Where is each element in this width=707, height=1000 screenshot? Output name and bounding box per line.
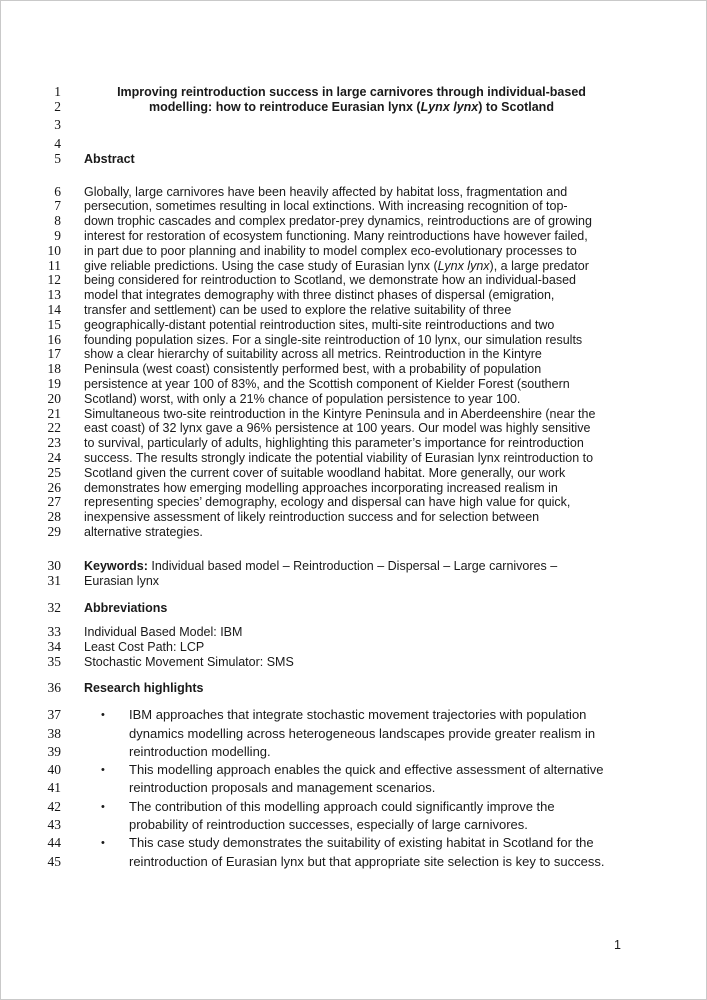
manuscript-line xyxy=(1,303,706,318)
line-text xyxy=(84,362,619,377)
text-segment: alternative strategies. xyxy=(84,524,203,539)
manuscript-line xyxy=(1,853,706,871)
line-text xyxy=(84,85,619,100)
line-text xyxy=(84,273,619,288)
manuscript-line xyxy=(1,115,706,134)
text-segment: ), a large predator xyxy=(489,258,589,273)
manuscript-line xyxy=(1,640,706,655)
line-text xyxy=(84,834,619,852)
manuscript-line xyxy=(1,816,706,834)
line-text xyxy=(84,303,619,318)
manuscript-line xyxy=(1,333,706,348)
line-number: 2 xyxy=(54,98,61,114)
line-number: 36 xyxy=(47,680,61,696)
line-number: 8 xyxy=(54,213,61,229)
line-text xyxy=(84,115,619,130)
manuscript-line xyxy=(1,214,706,229)
line-text xyxy=(84,407,619,422)
text-segment: Stochastic Movement Simulator: SMS xyxy=(84,654,294,669)
line-text xyxy=(84,288,619,303)
text-segment: success. The results strongly indicate the potential viability of Eurasian lynx reintroduction to xyxy=(84,450,594,465)
line-text xyxy=(84,655,619,670)
line-text xyxy=(84,347,619,362)
text-segment: The contribution of this modelling approach could significantly improve the xyxy=(129,798,555,814)
line-text xyxy=(84,525,619,540)
line-number: 38 xyxy=(47,725,61,741)
line-text xyxy=(84,259,619,274)
line-number: 28 xyxy=(47,509,61,525)
text-segment: Individual based model – Reintroduction – Dispersal – Large carnivores – xyxy=(147,558,558,573)
text-segment: Globally, large carnivores have been heavily affected by habitat loss, fragmentation and xyxy=(84,184,568,199)
text-segment: ) to Scotland xyxy=(478,99,554,114)
manuscript-line xyxy=(1,655,706,670)
line-text xyxy=(84,640,619,655)
line-number: 15 xyxy=(47,316,61,332)
manuscript-line xyxy=(1,779,706,797)
line-number: 42 xyxy=(47,798,61,814)
line-number: 35 xyxy=(47,653,61,669)
bullet-icon: • xyxy=(101,837,105,850)
line-number: 18 xyxy=(47,361,61,377)
line-text xyxy=(84,333,619,348)
text-segment: Keywords: xyxy=(84,558,148,573)
line-text xyxy=(84,798,619,816)
line-number: 33 xyxy=(47,624,61,640)
text-segment: representing species’ demography, ecology and dispersal can have high value for quick, xyxy=(84,495,571,510)
page-number: 1 xyxy=(614,938,621,952)
text-segment: IBM approaches that integrate stochastic movement trajectories with population xyxy=(129,707,587,723)
manuscript-line xyxy=(1,625,706,640)
line-number: 1 xyxy=(54,84,61,99)
text-segment: down trophic cascades and complex predator-prey dynamics, reintroductions are of growing xyxy=(84,214,592,229)
line-text xyxy=(84,133,619,148)
line-text xyxy=(84,601,619,616)
line-number: 19 xyxy=(47,375,61,391)
manuscript-line xyxy=(1,706,706,724)
manuscript-line xyxy=(1,510,706,525)
line-text xyxy=(84,681,619,696)
line-number: 5 xyxy=(54,150,61,166)
manuscript-line xyxy=(1,152,706,167)
manuscript-line xyxy=(1,451,706,466)
text-segment: Abbreviations xyxy=(84,601,168,616)
text-segment: to survival, particularly of adults, highlighting this parameter’s importance for reintroduction xyxy=(84,436,584,451)
text-segment: demonstrates how emerging modelling approaches incorporating increased realism in xyxy=(84,480,558,495)
line-number: 14 xyxy=(47,301,61,317)
text-segment: Peninsula (west coast) consistently performed best, with a probability of population xyxy=(84,362,542,377)
text-segment: Scotland given the current cover of suitable woodland habitat. More generally, our work xyxy=(84,465,566,480)
line-text xyxy=(84,816,619,834)
line-text xyxy=(84,559,619,574)
line-text xyxy=(84,229,619,244)
manuscript-line xyxy=(1,601,706,616)
text-segment: reintroduction of Eurasian lynx but that appropriate site selection is key to success. xyxy=(129,853,605,869)
text-segment: modelling: how to reintroduce Eurasian lynx ( xyxy=(149,99,421,114)
text-segment: persistence at year 100 of 83%, and the Scottish component of Kielder Forest (southern xyxy=(84,376,570,391)
manuscript-line xyxy=(1,421,706,436)
manuscript-line xyxy=(1,318,706,333)
text-segment: reintroduction proposals and management scenarios. xyxy=(129,780,436,796)
line-text xyxy=(84,466,619,481)
text-segment: This modelling approach enables the quick and effective assessment of alternative xyxy=(129,762,604,778)
manuscript-line xyxy=(1,199,706,214)
line-text xyxy=(84,152,619,167)
manuscript-line xyxy=(1,407,706,422)
line-text xyxy=(84,706,619,724)
line-number: 25 xyxy=(47,464,61,480)
line-number: 37 xyxy=(47,707,61,723)
manuscript-line xyxy=(1,133,706,152)
manuscript-line xyxy=(1,761,706,779)
bullet-icon: • xyxy=(101,800,105,813)
line-text xyxy=(84,377,619,392)
text-segment: model that integrates demography with three distinct phases of dispersal (emigration, xyxy=(84,288,555,303)
line-number: 17 xyxy=(47,346,61,362)
line-number: 9 xyxy=(54,227,61,243)
line-text xyxy=(84,779,619,797)
line-text xyxy=(84,510,619,525)
manuscript-line xyxy=(1,85,706,100)
manuscript-line xyxy=(1,273,706,288)
text-segment: Improving reintroduction success in large carnivores through individual-based xyxy=(117,85,586,99)
line-number: 41 xyxy=(47,780,61,796)
line-number: 12 xyxy=(47,272,61,288)
line-number: 39 xyxy=(47,743,61,759)
line-text xyxy=(84,244,619,259)
manuscript-line xyxy=(1,559,706,574)
manuscript-line xyxy=(1,392,706,407)
text-segment: founding population sizes. For a single-site reintroduction of 10 lynx, our simulation results xyxy=(84,332,583,347)
line-number: 30 xyxy=(47,557,61,573)
line-number: 21 xyxy=(47,405,61,421)
manuscript-line xyxy=(1,185,706,200)
manuscript-line xyxy=(1,525,706,540)
line-text xyxy=(84,392,619,407)
bullet-icon: • xyxy=(101,709,105,722)
bullet-icon: • xyxy=(101,764,105,777)
manuscript-lines xyxy=(1,1,706,871)
text-segment: in part due to poor planning and inability to model complex eco-evolutionary processes to xyxy=(84,243,577,258)
text-segment: Least Cost Path: LCP xyxy=(84,639,205,654)
text-segment: Individual Based Model: IBM xyxy=(84,625,243,640)
text-segment: east coast) of 32 lynx gave a 96% persistence at 100 years. Our model was highly sensitive xyxy=(84,421,591,436)
manuscript-line xyxy=(1,347,706,362)
text-segment: interest for restoration of ecosystem functioning. Many reintroductions have however failed, xyxy=(84,228,588,243)
line-number: 3 xyxy=(54,117,61,133)
manuscript-line xyxy=(1,495,706,510)
line-text xyxy=(84,761,619,779)
line-number: 40 xyxy=(47,762,61,778)
manuscript-line xyxy=(1,743,706,761)
line-number: 26 xyxy=(47,479,61,495)
line-number: 31 xyxy=(47,572,61,588)
text-segment: inexpensive assessment of likely reintroduction success and for selection between xyxy=(84,510,540,525)
text-segment: being considered for reintroduction to Scotland, we demonstrate how an individual-based xyxy=(84,273,576,288)
text-segment: probability of reintroduction successes, especially of large carnivores. xyxy=(129,817,528,833)
manuscript-line xyxy=(1,288,706,303)
manuscript-line xyxy=(1,798,706,816)
text-segment: Lynx lynx xyxy=(420,99,479,114)
manuscript-line xyxy=(1,259,706,274)
line-number: 32 xyxy=(47,600,61,616)
manuscript-line xyxy=(1,725,706,743)
manuscript-line xyxy=(1,229,706,244)
text-segment: geographically-distant potential reintroduction sites, multi-site reintroductions and two xyxy=(84,317,555,332)
line-number: 44 xyxy=(47,835,61,851)
manuscript-line xyxy=(1,834,706,852)
line-number: 4 xyxy=(54,135,61,151)
text-segment: Research highlights xyxy=(84,681,204,696)
text-segment: transfer and settlement) can be used to explore the relative suitability of three xyxy=(84,302,512,317)
line-number: 20 xyxy=(47,390,61,406)
manuscript-line xyxy=(1,362,706,377)
text-segment: Scotland) worst, with only a 21% chance of population persistence to year 100. xyxy=(84,391,521,406)
line-number: 24 xyxy=(47,449,61,465)
line-text xyxy=(84,436,619,451)
manuscript-line xyxy=(1,436,706,451)
line-text xyxy=(84,574,619,589)
text-segment: Abstract xyxy=(84,151,135,166)
manuscript-line xyxy=(1,377,706,392)
line-number: 10 xyxy=(47,242,61,258)
text-segment: show a clear hierarchy of suitability across all metrics. Reintroduction in the Kintyre xyxy=(84,347,542,362)
text-segment: persecution, sometimes resulting in local extinctions. With increasing recognition of top- xyxy=(84,199,568,214)
line-text xyxy=(84,100,619,115)
line-number: 7 xyxy=(54,198,61,214)
manuscript-line xyxy=(1,681,706,696)
line-text xyxy=(84,214,619,229)
manuscript-line xyxy=(1,100,706,115)
line-number: 23 xyxy=(47,435,61,451)
text-segment: Eurasian lynx xyxy=(84,573,160,588)
text-segment: Simultaneous two-site reintroduction in the Kintyre Peninsula and in Aberdeenshire (near the xyxy=(84,406,596,421)
text-segment: give reliable predictions. Using the case study of Eurasian lynx ( xyxy=(84,258,438,273)
line-number: 16 xyxy=(47,331,61,347)
line-number: 6 xyxy=(54,183,61,199)
line-text xyxy=(84,421,619,436)
line-text xyxy=(84,451,619,466)
line-number: 34 xyxy=(47,638,61,654)
line-text xyxy=(84,725,619,743)
manuscript-line xyxy=(1,481,706,496)
line-text xyxy=(84,185,619,200)
line-text xyxy=(84,481,619,496)
line-number: 13 xyxy=(47,287,61,303)
text-segment: Lynx lynx xyxy=(437,258,490,273)
line-number: 45 xyxy=(47,853,61,869)
line-text xyxy=(84,853,619,871)
line-number: 22 xyxy=(47,420,61,436)
text-segment: reintroduction modelling. xyxy=(129,743,271,759)
line-number: 27 xyxy=(47,494,61,510)
line-text xyxy=(84,625,619,640)
text-segment: dynamics modelling across heterogeneous landscapes provide greater realism in xyxy=(129,725,596,741)
line-text xyxy=(84,743,619,761)
line-text xyxy=(84,318,619,333)
manuscript-line xyxy=(1,244,706,259)
line-number: 11 xyxy=(48,257,61,273)
line-text xyxy=(84,495,619,510)
text-segment: This case study demonstrates the suitability of existing habitat in Scotland for the xyxy=(129,835,594,851)
line-number: 29 xyxy=(47,523,61,539)
line-number: 43 xyxy=(47,817,61,833)
manuscript-line xyxy=(1,466,706,481)
line-text xyxy=(84,199,619,214)
manuscript-line xyxy=(1,574,706,589)
